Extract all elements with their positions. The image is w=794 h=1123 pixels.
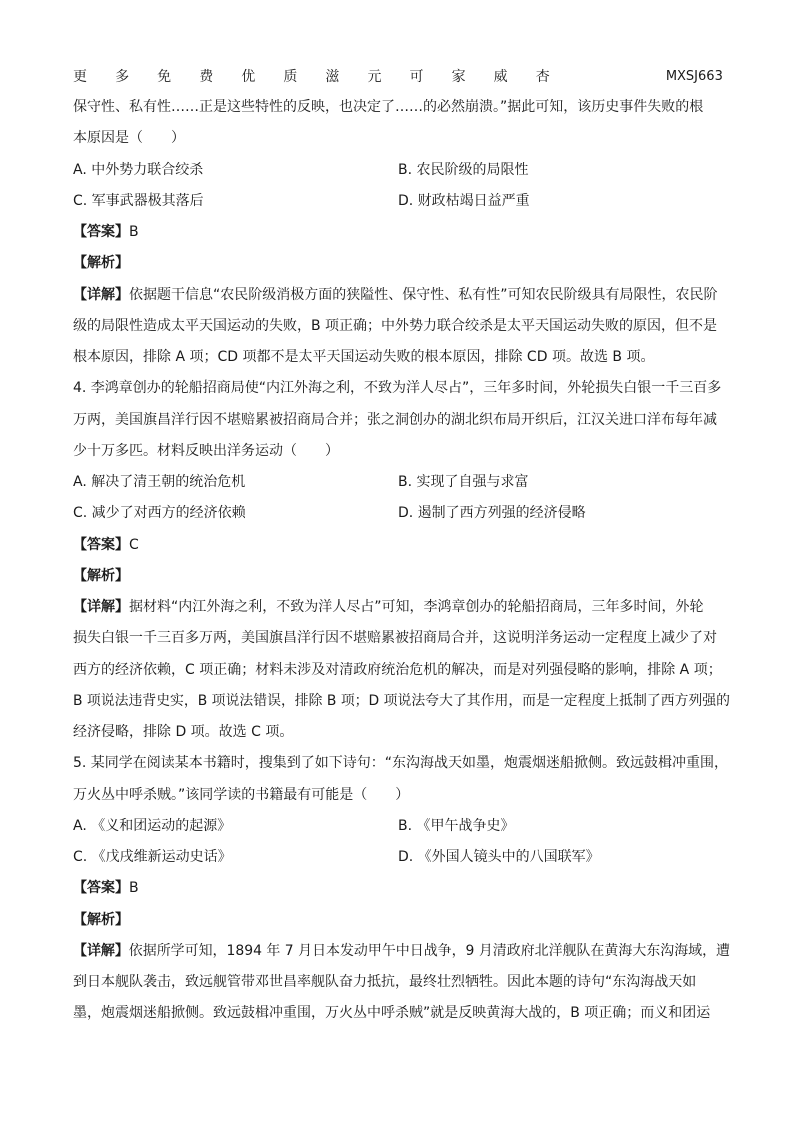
q4-detail-line: 损失白银一千三百多万两，美国旗昌洋行因不堪赔累被招商局合并，这说明洋务运动一定程度上减少了对 bbox=[73, 630, 717, 646]
q5-detail-line: 墨，炮震烟迷船掀侧。致远鼓楫冲重围，万火丛中呼杀贼”就是反映黄海大战的，B 项正确；而义和团运 bbox=[73, 1005, 711, 1021]
detail-text: 据材料“内江外海之利，不致为洋人尽占”可知，李鸿章创办的轮船招商局，三年多时间，外轮 bbox=[129, 599, 704, 615]
header-char: 滋 bbox=[325, 69, 340, 85]
answer-label: 【答案】 bbox=[73, 880, 129, 896]
header-char: 质 bbox=[283, 69, 298, 85]
answer-value: C bbox=[129, 537, 139, 553]
answer-label: 【答案】 bbox=[73, 224, 129, 240]
q3-option-b: B. 农民阶级的局限性 bbox=[398, 162, 529, 178]
q4-stem-line: 少十万多匹。材料反映出洋务运动（ ） bbox=[73, 443, 339, 459]
q5-option-c: C. 《戊戌维新运动史话》 bbox=[73, 849, 232, 865]
q3-detail-line bbox=[73, 285, 718, 305]
q3-answer bbox=[73, 222, 139, 242]
q4-detail-line: 经济侵略，排除 D 项。故选 C 项。 bbox=[73, 724, 294, 740]
q4-option-a: A. 解决了清王朝的统治危机 bbox=[73, 474, 246, 490]
q5-analysis-label: 【解析】 bbox=[73, 912, 129, 928]
q5-option-b: B. 《甲午战争史》 bbox=[398, 818, 515, 834]
q3-stem-line: 保守性、私有性……正是这些特性的反映，也决定了……的必然崩溃。”据此可知，该历史事件失败的根 bbox=[73, 99, 704, 115]
header-code: MXSJ663 bbox=[665, 68, 723, 84]
header-char: 家 bbox=[451, 69, 466, 85]
q4-option-d: D. 遏制了西方列强的经济侵略 bbox=[398, 505, 586, 521]
q4-stem-line: 万两，美国旗昌洋行因不堪赔累被招商局合并；张之洞创办的湖北织布局开织后，江汉关进口洋布每年减 bbox=[73, 412, 717, 428]
detail-label: 【详解】 bbox=[73, 599, 129, 615]
q4-detail-line bbox=[73, 597, 704, 617]
q4-option-b: B. 实现了自强与求富 bbox=[398, 474, 529, 490]
detail-text: 依据所学可知，1894 年 7 月日本发动甲午中日战争，9 月清政府北洋舰队在黄海大东沟海域，遭 bbox=[128, 943, 731, 959]
q5-detail-line: 到日本舰队袭击，致远舰管带邓世昌率舰队奋力抵抗，最终壮烈牺牲。因此本题的诗句“东沟海战天如 bbox=[73, 974, 697, 990]
q3-detail-line: 级的局限性造成太平天国运动的失败，B 项正确；中外势力联合绞杀是太平天国运动失败的原因，但不是 bbox=[73, 318, 718, 334]
header-char: 可 bbox=[409, 69, 424, 85]
answer-value: B bbox=[129, 880, 139, 896]
q5-detail-line bbox=[73, 941, 730, 961]
header-char: 免 bbox=[157, 69, 172, 85]
detail-text: 依据题干信息“农民阶级消极方面的狭隘性、保守性、私有性”可知农民阶级具有局限性，农民阶 bbox=[129, 287, 718, 303]
answer-label: 【答案】 bbox=[73, 537, 129, 553]
detail-label: 【详解】 bbox=[73, 943, 129, 959]
q4-stem-line: 4. 李鸿章创办的轮船招商局使“内江外海之利，不致为洋人尽占”，三年多时间，外轮损失白银一千三百多 bbox=[73, 380, 722, 396]
q4-analysis-label: 【解析】 bbox=[73, 568, 129, 584]
q5-stem-line: 5. 某同学在阅读某本书籍时，搜集到了如下诗句：“东沟海战天如墨，炮震烟迷船掀侧。致远鼓楫冲重围， bbox=[73, 755, 729, 771]
header-char: 费 bbox=[199, 69, 214, 85]
q3-option-c: C. 军事武器极其落后 bbox=[73, 193, 204, 209]
header-char: 更 bbox=[73, 69, 87, 85]
q4-detail-line: B 项说法违背史实，B 项说法错误，排除 B 项；D 项说法夸大了其作用，而是一定程度上抵制了西方列强的 bbox=[73, 693, 731, 709]
header-char: 优 bbox=[241, 69, 256, 85]
answer-value: B bbox=[129, 224, 139, 240]
q4-option-c: C. 减少了对西方的经济依赖 bbox=[73, 505, 246, 521]
header-char: 元 bbox=[367, 69, 382, 85]
q3-detail-line: 根本原因，排除 A 项；CD 项都不是太平天国运动失败的根本原因，排除 CD 项。故选 B 项。 bbox=[73, 349, 655, 365]
q3-stem-line: 本原因是（ ） bbox=[73, 130, 185, 146]
q5-stem-line: 万火丛中呼杀贼。”该同学读的书籍最有可能是（ ） bbox=[73, 787, 410, 803]
q3-option-d: D. 财政枯竭日益严重 bbox=[398, 193, 530, 209]
header-char: 多 bbox=[115, 69, 130, 85]
page-header bbox=[73, 66, 723, 86]
q5-option-d: D. 《外国人镜头中的八国联军》 bbox=[398, 849, 600, 865]
header-char: 威 bbox=[493, 69, 508, 85]
q5-option-a: A. 《义和团运动的起源》 bbox=[73, 818, 232, 834]
q4-answer bbox=[73, 535, 139, 555]
header-char: 杏 bbox=[535, 69, 550, 85]
q5-answer bbox=[73, 878, 139, 898]
q3-analysis-label: 【解析】 bbox=[73, 255, 129, 271]
q3-option-a: A. 中外势力联合绞杀 bbox=[73, 162, 204, 178]
detail-label: 【详解】 bbox=[73, 287, 129, 303]
q4-detail-line: 西方的经济依赖，C 项正确；材料未涉及对清政府统治危机的解决，而是对列强侵略的影响，排除 A 项； bbox=[73, 662, 722, 678]
